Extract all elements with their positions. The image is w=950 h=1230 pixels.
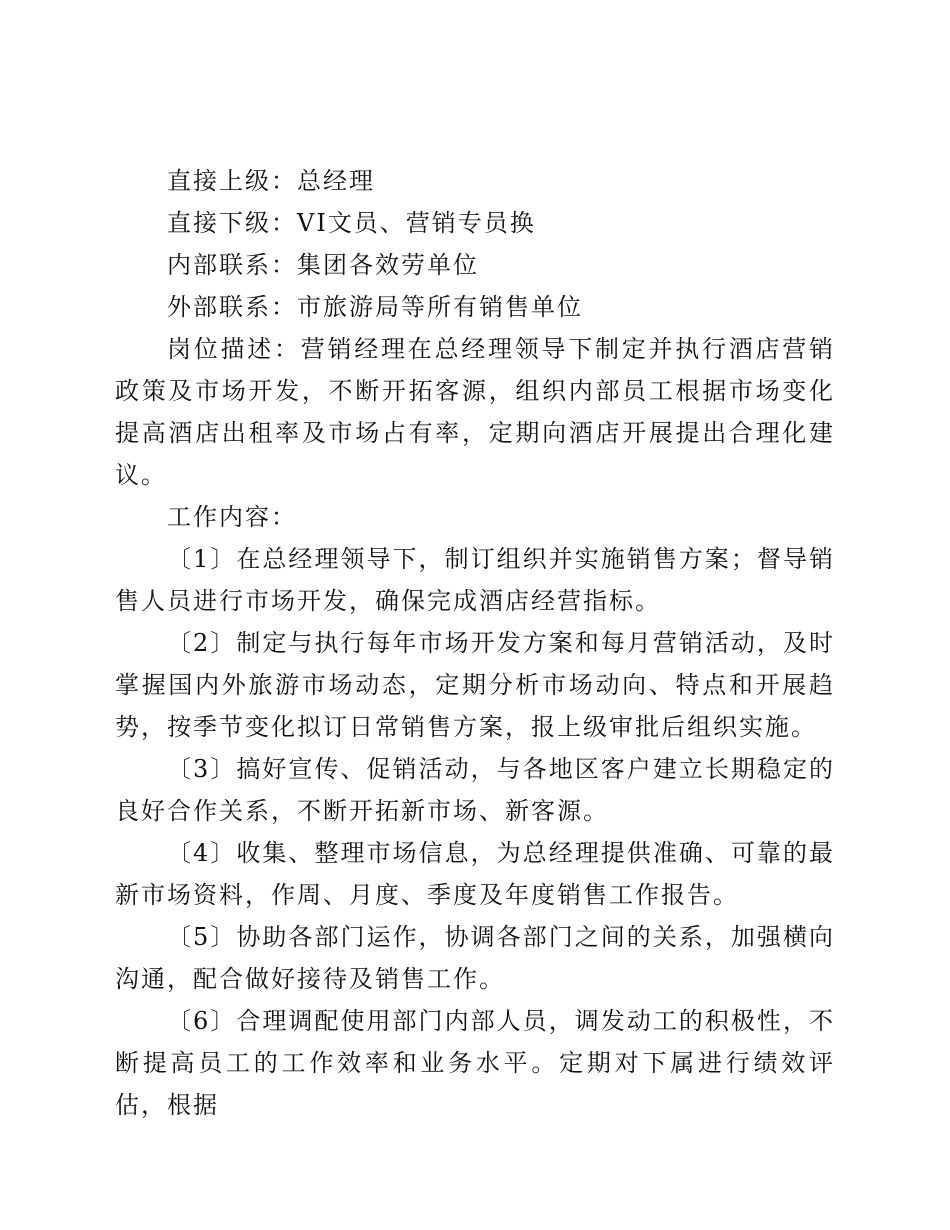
field-external-contact xyxy=(115,286,835,328)
field-direct-superior xyxy=(115,160,835,202)
job-description-label: 岗位描述： xyxy=(167,335,301,363)
work-content-heading: 工作内容： xyxy=(167,503,297,531)
field-value: 集团各效劳单位 xyxy=(297,251,479,279)
work-item-5: 〔5〕协助各部门运作，协调各部门之间的关系，加强横向沟通，配合做好接待及销售工作。 xyxy=(115,923,835,993)
field-value: 市旅游局等所有销售单位 xyxy=(297,293,583,321)
field-label: 直接上级： xyxy=(167,167,297,195)
field-internal-contact xyxy=(115,244,835,286)
work-item-3: 〔3〕搞好宣传、促销活动，与各地区客户建立长期稳定的良好合作关系，不断开拓新市场、新客源。 xyxy=(115,755,835,825)
work-item-6: 〔6〕合理调配使用部门内部人员，调发动工的积极性，不断提高员工的工作效率和业务水平。定期对下属进行绩效评估，根据 xyxy=(115,1007,835,1119)
field-direct-subordinate xyxy=(115,202,835,244)
field-label: 内部联系： xyxy=(167,251,297,279)
work-item-1: 〔1〕在总经理领导下，制订组织并实施销售方案；督导销售人员进行市场开发，确保完成酒店经营指标。 xyxy=(115,545,835,615)
job-description xyxy=(115,328,835,496)
document-page xyxy=(115,160,835,1126)
job-description-text: 营销经理在总经理领导下制定并执行酒店营销政策及市场开发，不断开拓客源，组织内部员工根据市场变化提高酒店出租率及市场占有率，定期向酒店开展提出合理化建议。 xyxy=(115,335,835,489)
field-label: 直接下级： xyxy=(167,209,297,237)
field-value: VI文员、营销专员换 xyxy=(297,209,536,237)
work-item-2: 〔2〕制定与执行每年市场开发方案和每月营销活动，及时掌握国内外旅游市场动态，定期分析市场动向、特点和开展趋势，按季节变化拟订日常销售方案，报上级审批后组织实施。 xyxy=(115,629,835,741)
work-item-4: 〔4〕收集、整理市场信息，为总经理提供准确、可靠的最新市场资料，作周、月度、季度及年度销售工作报告。 xyxy=(115,839,835,909)
field-label: 外部联系： xyxy=(167,293,297,321)
field-value: 总经理 xyxy=(297,167,375,195)
